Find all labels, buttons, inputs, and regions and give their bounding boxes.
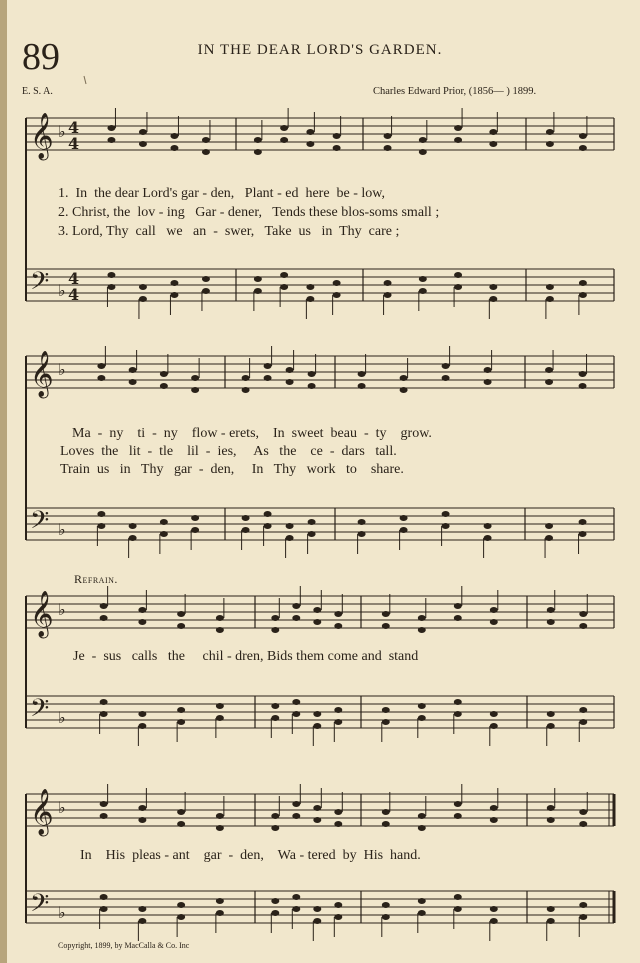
note-head xyxy=(138,805,146,811)
note-head xyxy=(579,133,587,139)
bass-clef-icon: 𝄢 xyxy=(30,267,50,302)
note-head xyxy=(254,149,262,155)
note-head xyxy=(547,918,555,924)
note-head xyxy=(292,699,300,705)
note-head xyxy=(382,809,390,815)
lyric-line: 2. Christ, the lov - ing Gar - dener, Tends these blos-soms small ; xyxy=(58,205,440,220)
note-head xyxy=(216,715,224,721)
note-head xyxy=(292,813,300,819)
note-head xyxy=(160,519,168,525)
note-head xyxy=(579,371,587,377)
note-head xyxy=(333,292,341,298)
note-head xyxy=(177,902,185,908)
pencil-mark xyxy=(84,76,86,84)
bass-clef-icon: 𝄢 xyxy=(30,694,50,729)
note-head xyxy=(308,371,316,377)
note-head xyxy=(490,711,498,717)
bass-clef-icon: 𝄢 xyxy=(30,506,50,541)
lyric-line: In His pleas - ant gar - den, Wa - tered by His hand. xyxy=(80,848,421,863)
note-head xyxy=(400,527,408,533)
note-head xyxy=(382,707,390,713)
note-head xyxy=(579,623,587,629)
flat-icon: ♭ xyxy=(58,903,66,922)
treble-clef-icon: 𝄞 xyxy=(30,113,54,159)
flat-icon: ♭ xyxy=(58,122,66,141)
note-head xyxy=(547,711,555,717)
note-head xyxy=(384,292,392,298)
note-head xyxy=(100,615,108,621)
note-head xyxy=(202,149,210,155)
note-head xyxy=(547,906,555,912)
note-head xyxy=(202,288,210,294)
note-head xyxy=(454,125,462,131)
note-head xyxy=(489,296,497,302)
note-head xyxy=(313,711,321,717)
note-head xyxy=(170,145,178,151)
note-head xyxy=(100,813,108,819)
note-head xyxy=(286,535,294,541)
note-head xyxy=(546,129,554,135)
note-head xyxy=(546,284,554,290)
note-head xyxy=(490,906,498,912)
note-head xyxy=(333,145,341,151)
note-head xyxy=(418,703,426,709)
note-head xyxy=(271,825,279,831)
lyric-line: Loves the lit - tle lil - ies, As the ce - dars tall. xyxy=(60,444,397,459)
note-head xyxy=(139,296,147,302)
note-head xyxy=(170,280,178,286)
note-head xyxy=(139,141,147,147)
note-head xyxy=(579,292,587,298)
refrain-label: Refrain. xyxy=(74,572,118,586)
note-head xyxy=(177,623,185,629)
note-head xyxy=(545,523,553,529)
note-head xyxy=(454,699,462,705)
note-head xyxy=(382,719,390,725)
note-head xyxy=(292,801,300,807)
note-head xyxy=(177,914,185,920)
note-head xyxy=(129,523,137,529)
note-head xyxy=(454,894,462,900)
note-head xyxy=(216,615,224,621)
note-head xyxy=(418,825,426,831)
note-head xyxy=(454,603,462,609)
time-signature: 4 xyxy=(68,269,80,288)
note-head xyxy=(579,809,587,815)
note-head xyxy=(334,809,342,815)
note-head xyxy=(100,906,108,912)
note-head xyxy=(107,137,115,143)
note-head xyxy=(382,821,390,827)
note-head xyxy=(313,906,321,912)
note-head xyxy=(292,711,300,717)
note-head xyxy=(579,280,587,286)
flat-icon: ♭ xyxy=(58,798,66,817)
note-head xyxy=(191,387,199,393)
note-head xyxy=(313,619,321,625)
note-head xyxy=(579,707,587,713)
note-head xyxy=(191,515,199,521)
note-head xyxy=(490,619,498,625)
note-head xyxy=(545,535,553,541)
note-head xyxy=(547,619,555,625)
note-head xyxy=(308,531,316,537)
note-head xyxy=(454,615,462,621)
note-head xyxy=(292,603,300,609)
note-head xyxy=(358,371,366,377)
note-head xyxy=(547,805,555,811)
note-head xyxy=(358,383,366,389)
note-head xyxy=(100,699,108,705)
words-attribution: E. S. A. xyxy=(22,86,53,97)
note-head xyxy=(400,375,408,381)
note-head xyxy=(442,363,450,369)
note-head xyxy=(334,914,342,920)
lyric-line: Ma - ny ti - ny flow - erets, In sweet beau - ty grow. xyxy=(72,426,432,441)
note-head xyxy=(579,719,587,725)
note-head xyxy=(138,619,146,625)
note-head xyxy=(177,821,185,827)
note-head xyxy=(334,707,342,713)
note-head xyxy=(490,607,498,613)
note-head xyxy=(306,296,314,302)
note-head xyxy=(384,145,392,151)
note-head xyxy=(160,531,168,537)
note-head xyxy=(334,623,342,629)
note-head xyxy=(292,894,300,900)
note-head xyxy=(177,719,185,725)
note-head xyxy=(308,519,316,525)
note-head xyxy=(292,615,300,621)
note-head xyxy=(454,801,462,807)
note-head xyxy=(313,607,321,613)
note-head xyxy=(334,902,342,908)
note-head xyxy=(97,375,105,381)
note-head xyxy=(129,379,137,385)
note-head xyxy=(280,137,288,143)
note-head xyxy=(264,523,272,529)
note-head xyxy=(271,715,279,721)
note-head xyxy=(358,531,366,537)
note-head xyxy=(216,825,224,831)
note-head xyxy=(138,918,146,924)
note-head xyxy=(454,272,462,278)
note-head xyxy=(254,288,262,294)
note-head xyxy=(271,898,279,904)
note-head xyxy=(216,898,224,904)
note-head xyxy=(454,813,462,819)
note-head xyxy=(216,627,224,633)
note-head xyxy=(334,719,342,725)
hymn-title: IN THE DEAR LORD'S GARDEN. xyxy=(197,42,443,58)
note-head xyxy=(271,703,279,709)
note-head xyxy=(490,805,498,811)
note-head xyxy=(271,627,279,633)
note-head xyxy=(419,276,427,282)
note-head xyxy=(286,367,294,373)
note-head xyxy=(264,363,272,369)
note-head xyxy=(547,723,555,729)
note-head xyxy=(97,523,105,529)
note-head xyxy=(138,607,146,613)
treble-clef-icon: 𝄞 xyxy=(30,591,54,637)
note-head xyxy=(313,918,321,924)
note-head xyxy=(308,383,316,389)
note-head xyxy=(280,125,288,131)
time-signature: 4 xyxy=(68,285,80,304)
note-head xyxy=(160,383,168,389)
note-head xyxy=(264,511,272,517)
note-head xyxy=(202,137,210,143)
note-head xyxy=(242,515,250,521)
note-head xyxy=(358,519,366,525)
note-head xyxy=(313,723,321,729)
note-head xyxy=(484,535,492,541)
note-head xyxy=(138,723,146,729)
flat-icon: ♭ xyxy=(58,600,66,619)
note-head xyxy=(334,611,342,617)
bass-clef-icon: 𝄢 xyxy=(30,889,50,924)
note-head xyxy=(400,515,408,521)
note-head xyxy=(382,914,390,920)
note-head xyxy=(286,523,294,529)
note-head xyxy=(170,292,178,298)
note-head xyxy=(177,611,185,617)
note-head xyxy=(489,129,497,135)
note-head xyxy=(191,375,199,381)
note-head xyxy=(484,523,492,529)
note-head xyxy=(216,813,224,819)
note-head xyxy=(384,133,392,139)
note-head xyxy=(490,817,498,823)
note-head xyxy=(97,511,105,517)
note-head xyxy=(242,527,250,533)
note-head xyxy=(271,910,279,916)
note-head xyxy=(418,813,426,819)
note-head xyxy=(579,519,587,525)
note-head xyxy=(129,535,137,541)
note-head xyxy=(454,284,462,290)
note-head xyxy=(100,711,108,717)
note-head xyxy=(418,627,426,633)
note-head xyxy=(382,611,390,617)
note-head xyxy=(107,284,115,290)
note-head xyxy=(177,809,185,815)
note-head xyxy=(454,906,462,912)
note-head xyxy=(306,284,314,290)
note-head xyxy=(160,371,168,377)
note-head xyxy=(139,129,147,135)
note-head xyxy=(264,375,272,381)
note-head xyxy=(419,288,427,294)
note-head xyxy=(490,918,498,924)
note-head xyxy=(579,383,587,389)
note-head xyxy=(107,272,115,278)
note-head xyxy=(170,133,178,139)
note-head xyxy=(306,141,314,147)
note-head xyxy=(489,141,497,147)
note-head xyxy=(271,615,279,621)
note-head xyxy=(547,607,555,613)
note-head xyxy=(419,137,427,143)
note-head xyxy=(107,125,115,131)
lyric-line: Je - sus calls the chil - dren, Bids them come and stand xyxy=(73,649,419,664)
note-head xyxy=(334,821,342,827)
note-head xyxy=(418,898,426,904)
flat-icon: ♭ xyxy=(58,520,66,539)
note-head xyxy=(280,284,288,290)
note-head xyxy=(579,611,587,617)
note-head xyxy=(419,149,427,155)
note-head xyxy=(129,367,137,373)
note-head xyxy=(306,129,314,135)
note-head xyxy=(292,906,300,912)
note-head xyxy=(546,141,554,147)
lyric-line: 3. Lord, Thy call we an - swer, Take us in Thy care ; xyxy=(58,224,400,239)
note-head xyxy=(286,379,294,385)
treble-clef-icon: 𝄞 xyxy=(30,789,54,835)
note-head xyxy=(138,711,146,717)
note-head xyxy=(545,367,553,373)
note-head xyxy=(418,715,426,721)
note-head xyxy=(579,531,587,537)
note-head xyxy=(382,902,390,908)
note-head xyxy=(313,817,321,823)
note-head xyxy=(579,145,587,151)
note-head xyxy=(216,703,224,709)
note-head xyxy=(442,523,450,529)
note-head xyxy=(100,801,108,807)
music-attribution: Charles Edward Prior, (1856— ) 1899. xyxy=(373,86,537,97)
note-head xyxy=(418,615,426,621)
note-head xyxy=(254,137,262,143)
note-head xyxy=(202,276,210,282)
note-head xyxy=(454,711,462,717)
lyric-line: Train us in Thy gar - den, In Thy work to share. xyxy=(60,462,404,477)
note-head xyxy=(545,379,553,385)
note-head xyxy=(579,821,587,827)
note-head xyxy=(271,813,279,819)
note-head xyxy=(280,272,288,278)
flat-icon: ♭ xyxy=(58,281,66,300)
note-head xyxy=(489,284,497,290)
note-head xyxy=(216,910,224,916)
note-head xyxy=(333,280,341,286)
note-head xyxy=(242,387,250,393)
note-head xyxy=(100,894,108,900)
time-signature: 4 xyxy=(68,118,80,137)
hymn-number: 89 xyxy=(22,36,60,78)
note-head xyxy=(579,914,587,920)
note-head xyxy=(579,902,587,908)
note-head xyxy=(382,623,390,629)
note-head xyxy=(484,367,492,373)
note-head xyxy=(400,387,408,393)
note-head xyxy=(138,906,146,912)
note-head xyxy=(384,280,392,286)
note-head xyxy=(546,296,554,302)
note-head xyxy=(313,805,321,811)
note-head xyxy=(177,707,185,713)
note-head xyxy=(333,133,341,139)
lyric-line: 1. In the dear Lord's gar - den, Plant - ed here be - low, xyxy=(58,186,386,201)
note-head xyxy=(484,379,492,385)
note-head xyxy=(138,817,146,823)
note-head xyxy=(454,137,462,143)
note-head xyxy=(139,284,147,290)
flat-icon: ♭ xyxy=(58,708,66,727)
note-head xyxy=(547,817,555,823)
note-head xyxy=(254,276,262,282)
copyright-notice: Copyright, 1899, by MacCalla & Co. Inc xyxy=(58,941,190,950)
note-head xyxy=(490,723,498,729)
note-head xyxy=(242,375,250,381)
note-head xyxy=(418,910,426,916)
note-head xyxy=(100,603,108,609)
time-signature: 4 xyxy=(68,134,80,153)
treble-clef-icon: 𝄞 xyxy=(30,351,54,397)
flat-icon: ♭ xyxy=(58,360,66,379)
note-head xyxy=(97,363,105,369)
note-head xyxy=(442,511,450,517)
note-head xyxy=(191,527,199,533)
note-head xyxy=(442,375,450,381)
